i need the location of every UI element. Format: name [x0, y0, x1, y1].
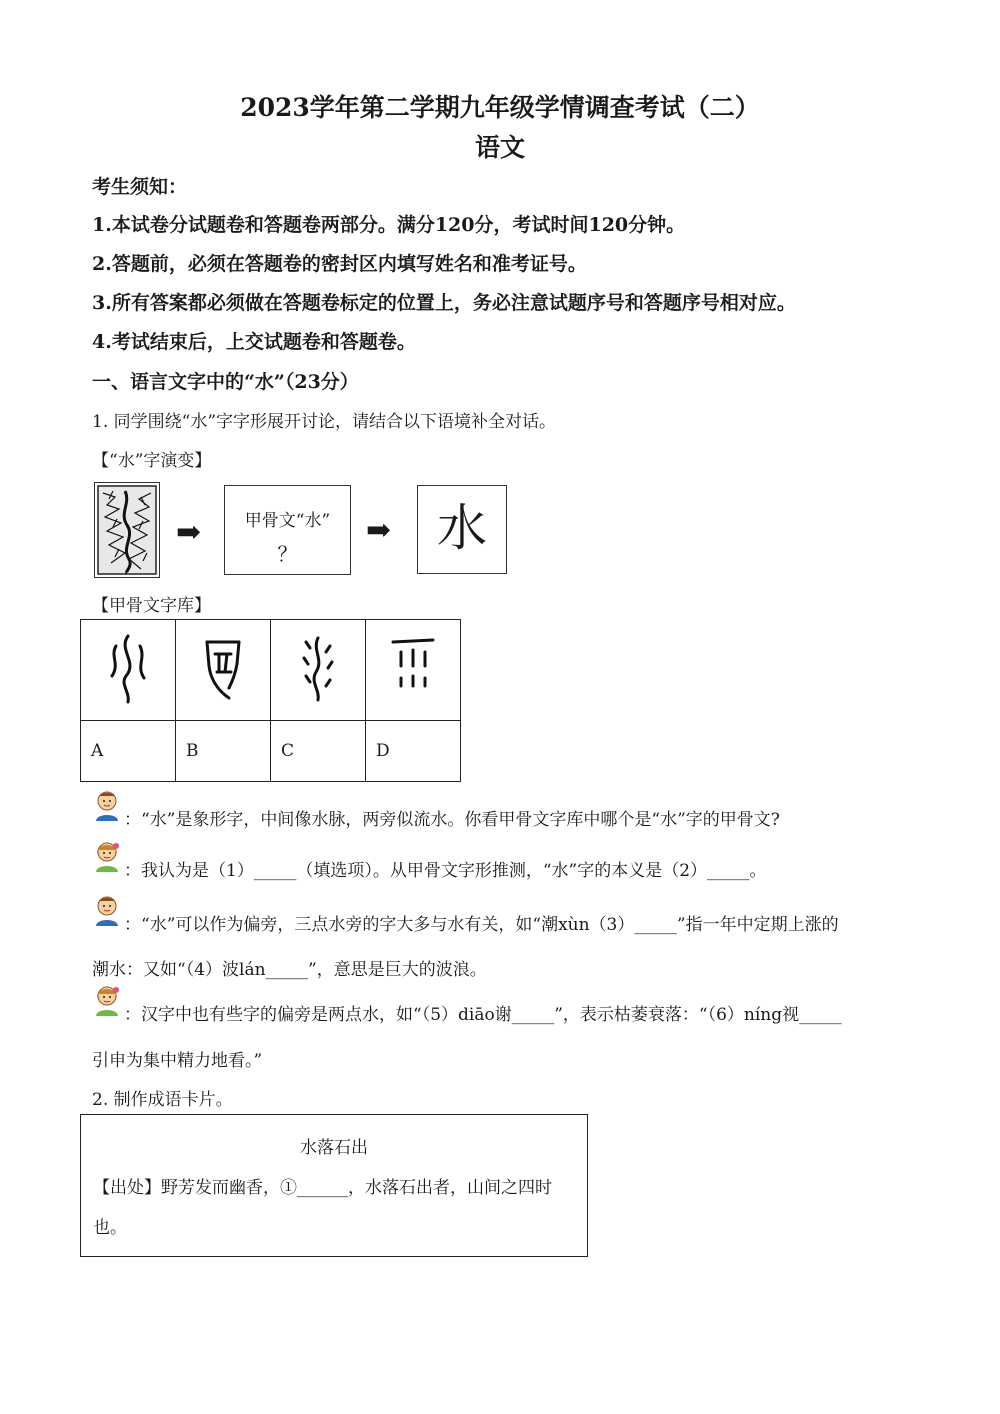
oracle-box-label: 甲骨文“水”: [244, 511, 331, 531]
oracle-glyph-a: [81, 620, 176, 721]
dialogue-line-3-cont: 潮水：又如“（4）波lán_____”，意思是巨大的波浪。: [92, 960, 487, 980]
arrow-right-icon: ➡: [366, 513, 392, 548]
oracle-box: [224, 485, 351, 575]
oracle-vessel-glyph-icon: [193, 628, 253, 708]
notice-item-3: 3.所有答案都必须做在答题卷标定的位置上，务必注意试题序号和答题序号相对应。: [92, 292, 796, 314]
idiom-card-source-cont: 也。: [93, 1218, 127, 1238]
oracle-river-glyph-icon: [288, 628, 348, 708]
subject-title: 语文: [474, 133, 525, 162]
notice-heading: 考生须知：: [92, 176, 188, 198]
notice-item-1: 1.本试卷分试题卷和答题卷两部分。满分120分，考试时间120分钟。: [92, 214, 686, 236]
dialogue-line-4-cont: 引申为集中精力地看。”: [92, 1051, 263, 1071]
idiom-card: [80, 1114, 588, 1257]
boy-avatar-icon: [92, 789, 122, 821]
dialogue-line-2: ：我认为是（1）_____（填选项）。从甲骨文字形推测，“水”字的本义是（2）_____。: [124, 861, 767, 881]
dialogue-line-1: ：“水”是象形字，中间像水脉，两旁似流水。你看甲骨文字库中哪个是“水”字的甲骨文?: [124, 810, 780, 830]
oracle-library-table: [80, 619, 461, 782]
option-a-label: A: [81, 721, 176, 782]
evolution-label: 【“水”字演变】: [92, 451, 212, 471]
modern-char-box: [417, 485, 507, 574]
exam-title: 2023学年第二学期九年级学情调查考试（二）: [240, 93, 760, 122]
option-b-label: B: [176, 721, 271, 782]
dialogue-line-4: ：汉字中也有些字的偏旁是两点水，如“（5）diāo谢_____”，表示枯萎衰落：“（6）níng视_____: [124, 1005, 842, 1025]
oracle-box-question: ？: [277, 542, 298, 566]
oracle-glyph-b: [176, 620, 271, 721]
oracle-glyph-c: [271, 620, 366, 721]
option-d-label: D: [366, 721, 461, 782]
idiom-card-source: 【出处】野芳发而幽香，①______，水落石出者，山间之四时: [93, 1178, 552, 1198]
idiom-card-title: 水落石出: [300, 1138, 368, 1158]
arrow-right-icon: ➡: [176, 515, 202, 550]
oracle-water-glyph-icon: [98, 628, 158, 708]
notice-item-2: 2.答题前，必须在答题卷的密封区内填写姓名和准考证号。: [92, 253, 587, 275]
boy-avatar-icon: [92, 894, 122, 926]
dialogue-line-3: ：“水”可以作为偏旁，三点水旁的字大多与水有关，如“潮xùn（3）_____”指一年中定期上涨的: [124, 915, 839, 935]
library-label: 【甲骨文字库】: [92, 596, 211, 616]
modern-char: 水: [437, 499, 487, 557]
question-2-stem: 2. 制作成语卡片。: [92, 1090, 233, 1110]
option-c-label: C: [271, 721, 366, 782]
oracle-glyph-d: [366, 620, 461, 721]
notice-item-4: 4.考试结束后，上交试题卷和答题卷。: [92, 331, 416, 353]
pictograph-water-icon: [95, 483, 159, 577]
pictograph-image: [94, 482, 160, 578]
section-heading: 一、语言文字中的“水”（23分）: [92, 371, 359, 393]
girl-avatar-icon: [92, 840, 122, 872]
question-1-stem: 1. 同学围绕“水”字字形展开讨论，请结合以下语境补全对话。: [92, 412, 557, 432]
girl-avatar-icon: [92, 984, 122, 1016]
oracle-rain-glyph-icon: [383, 628, 443, 708]
